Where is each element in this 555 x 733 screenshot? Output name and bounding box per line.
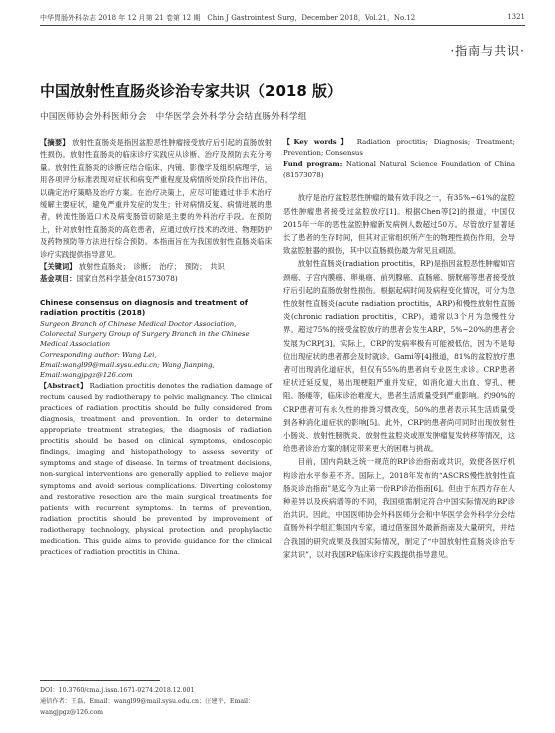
- keywords-cn-text: 放射性直肠炎； 诊断； 治疗； 预防； 共识: [78, 262, 225, 272]
- body-paragraph-3: 目前，国内尚缺乏统一规范的RP诊治指南或共识，致使各医疗机构诊治水平参差不齐。国际上，2018年发布的“ASCRS慢性放射性直肠炎诊治指南”是迄今为止第一份RP诊治指南[6]。但由于东西方存在人种差异以及疾病谱等的不同，我国亟需制定符合中国实际情况的RP诊治共识。因此，中国医师协会外科医师分会和中华医学会外科学分会结直肠外科学组汇集国内专家，通过借鉴国外最新指南及大量研究，并结合我国的研究成果及我国实际情况，制定了“中国放射性直肠炎诊治专家共识”，以对我国RP临床诊疗实践提供指导意见。: [283, 457, 515, 559]
- article-title: 中国放射性直肠炎诊治专家共识（2018 版）: [40, 82, 342, 100]
- fund-cn-label: 基金项目：: [40, 274, 77, 284]
- english-title: Chinese consensus on diagnosis and treatment of radiation proctitis (2018): [40, 297, 248, 318]
- article-authors: 中国医师协会外科医师分会 中华医学会外科学分会结直肠外科学组: [40, 112, 307, 122]
- journal-header: 中华胃肠外科杂志 2018 年 12 月第 21 卷第 12 期 Chin J Gastrointest Surg，December 2018，Vol.21，No.12: [40, 14, 416, 22]
- english-fund: [283, 159, 515, 181]
- keywords-cn-label: 【关键词】: [40, 262, 77, 272]
- body-paragraph-1: 放疗是治疗盆腔恶性肿瘤的最有效手段之一，有35%~61%的盆腔恶性肿瘤患者接受过盆腔放疗[1]。根据Chen等[2]的报道，中国仅2015年一年的恶性盆腔肿瘤新发病例人数超过50万。尽管放疗显著延长了患者的生存时间，但其对正常组织所产生的物理性损伤作用，会导致盆腔脏器的损伤，其中以直肠损伤最为常见且顽固。: [283, 193, 515, 256]
- page-number: 1321: [507, 13, 525, 21]
- abstract-cn: [40, 137, 272, 261]
- english-keywords-label: 【Key words】: [283, 138, 351, 146]
- english-abstract-text: Radiation proctitis denotes the radiation damage of rectum caused by radiotherapy to pelvic malignancy. The clinical practices of radiation proctitis should be fully considered from diagnosis, treatment and prevention. In order to determine appropriate treatment strategies, the diagnosis of radiation proctitis should be based on clinical symptoms, endoscopic findings, imaging and histopathology to assess severity of symptoms and stage of disease. In terms of treatment decisions, non-surgical interventions are generally applied to relieve major symptoms and avoid serious complications. Diverting colostomy and restorative resection are the main surgical treatments for patients with recurrent symptoms. In terms of prevention, radiation proctitis should be prevented by improvement of radiotherapy technology, physical protection and prophylactic medication. This guide aims to provide guidance for the clinical practices of radiation proctitis in China.: [40, 381, 272, 557]
- english-authors: Surgeon Branch of Chinese Medical Doctor Association, Colorectal Surgery Group of Surgery Branch in the Chinese Medical Association: [40, 319, 250, 349]
- abstract-cn-label: 【摘要】: [40, 138, 70, 147]
- corresponding-email: 通信作者：王磊，Email：wangl99@mail.sysu.edu.cn；汪建平，Email：wangjpgz@126.com: [40, 698, 255, 716]
- left-column: [40, 137, 272, 558]
- english-fund-text: National Natural Science Foundation of China (81573078): [283, 160, 515, 180]
- running-header: [40, 13, 525, 26]
- right-column: [283, 137, 515, 561]
- english-abstract: [40, 381, 272, 559]
- fund-cn-text: 国家自然科学基金(81573078): [76, 274, 178, 284]
- corresponding-author: Corresponding author: Wang Lei, Email:wangl99@mail.sysu.edu.cn; Wang Jianping, Email:wangjpgz@126.com: [40, 350, 215, 380]
- english-keywords-text: Radiation proctitis; Diagnosis; Treatment; Prevention; Consensus: [283, 138, 515, 158]
- keywords-cn: [40, 261, 272, 273]
- spacer: [283, 181, 515, 191]
- doi: DOI：10.3760/cma.j.issn.1671-0274.2018.12.001: [40, 687, 195, 694]
- body-paragraph-2: 放射性直肠炎(radiation proctitis，RP)是指因盆腔恶性肿瘤如宫颈癌、子宫内膜癌、卵巢癌、前列腺癌、直肠癌、膀胱癌等患者接受放疗后引起的直肠放射性损伤。根据起病时间及病程变化情况，可分为急性放射性直肠炎(acute radiation proctitis，ARP)和慢性放射性直肠炎(chronic radiation proctitis，CRP)，通常以3个月为急慢性分界。超过75%的接受盆腔放疗的患者会发生ARP，5%~20%的患者会发展为CRP[3]。实际上，CRP的发病率极有可能被低估，因为不是每位出现症状的患者都会及时就诊。Gami等[4]报道，81%的盆腔放疗患者可出现消化道症状，但仅有55%的患者向专业医生求诊。CRP患者症状迁延反复，易出现梗阻严重并发症，如消化道大出血、穿孔、梗阻、肠瘘等，临床诊治难度大，患者生活质量受到严重影响。约90%的CRP患者可有永久性的排粪习惯改变，50%的患者表示其生活质量受到各种消化道症状的影响[5]。此外，CRP的患者尚可同时出现放射性小肠炎、放射性膀胱炎、放射性盆腔炎或原发肿瘤复发转移等情况，这给患者诊治方案的制定带来更大的困难与挑战。: [283, 259, 515, 454]
- fund-cn: [40, 273, 272, 285]
- english-keywords: [283, 137, 515, 159]
- section-tag: ·指南与共识·: [450, 44, 525, 58]
- abstract-cn-text: 放射性直肠炎是指因盆腔恶性肿瘤接受放疗后引起的直肠放射性损伤。放射性直肠炎的临床诊疗实践应从诊断、治疗及预防去充分考量。放射性直肠炎的诊断应结合临床、内镜、影像学及组织病理学，运用各项评分标准表现对症状和病变严重程度及病情所处阶段作出评估，以确定治疗策略及治疗方案。在治疗决策上，应尽可能通过非手术治疗缓解主要症状，避免严重并发症的发生；针对病情反复、病情进展的患者，转流性肠造口术及病变肠管切除是主要的外科治疗手段。在预防上，针对放射性直肠炎的高危患者，应通过放疗技术的改进、物理防护及药物预防等方法进行综合预防。本指南旨在为我国放射性直肠炎临床诊疗实践提供指导意见。: [40, 138, 273, 259]
- footnote-divider: [40, 680, 160, 681]
- footnote: [40, 685, 272, 718]
- english-abstract-label: 【Abstract】: [40, 381, 88, 390]
- english-fund-label: Fund program:: [283, 160, 343, 169]
